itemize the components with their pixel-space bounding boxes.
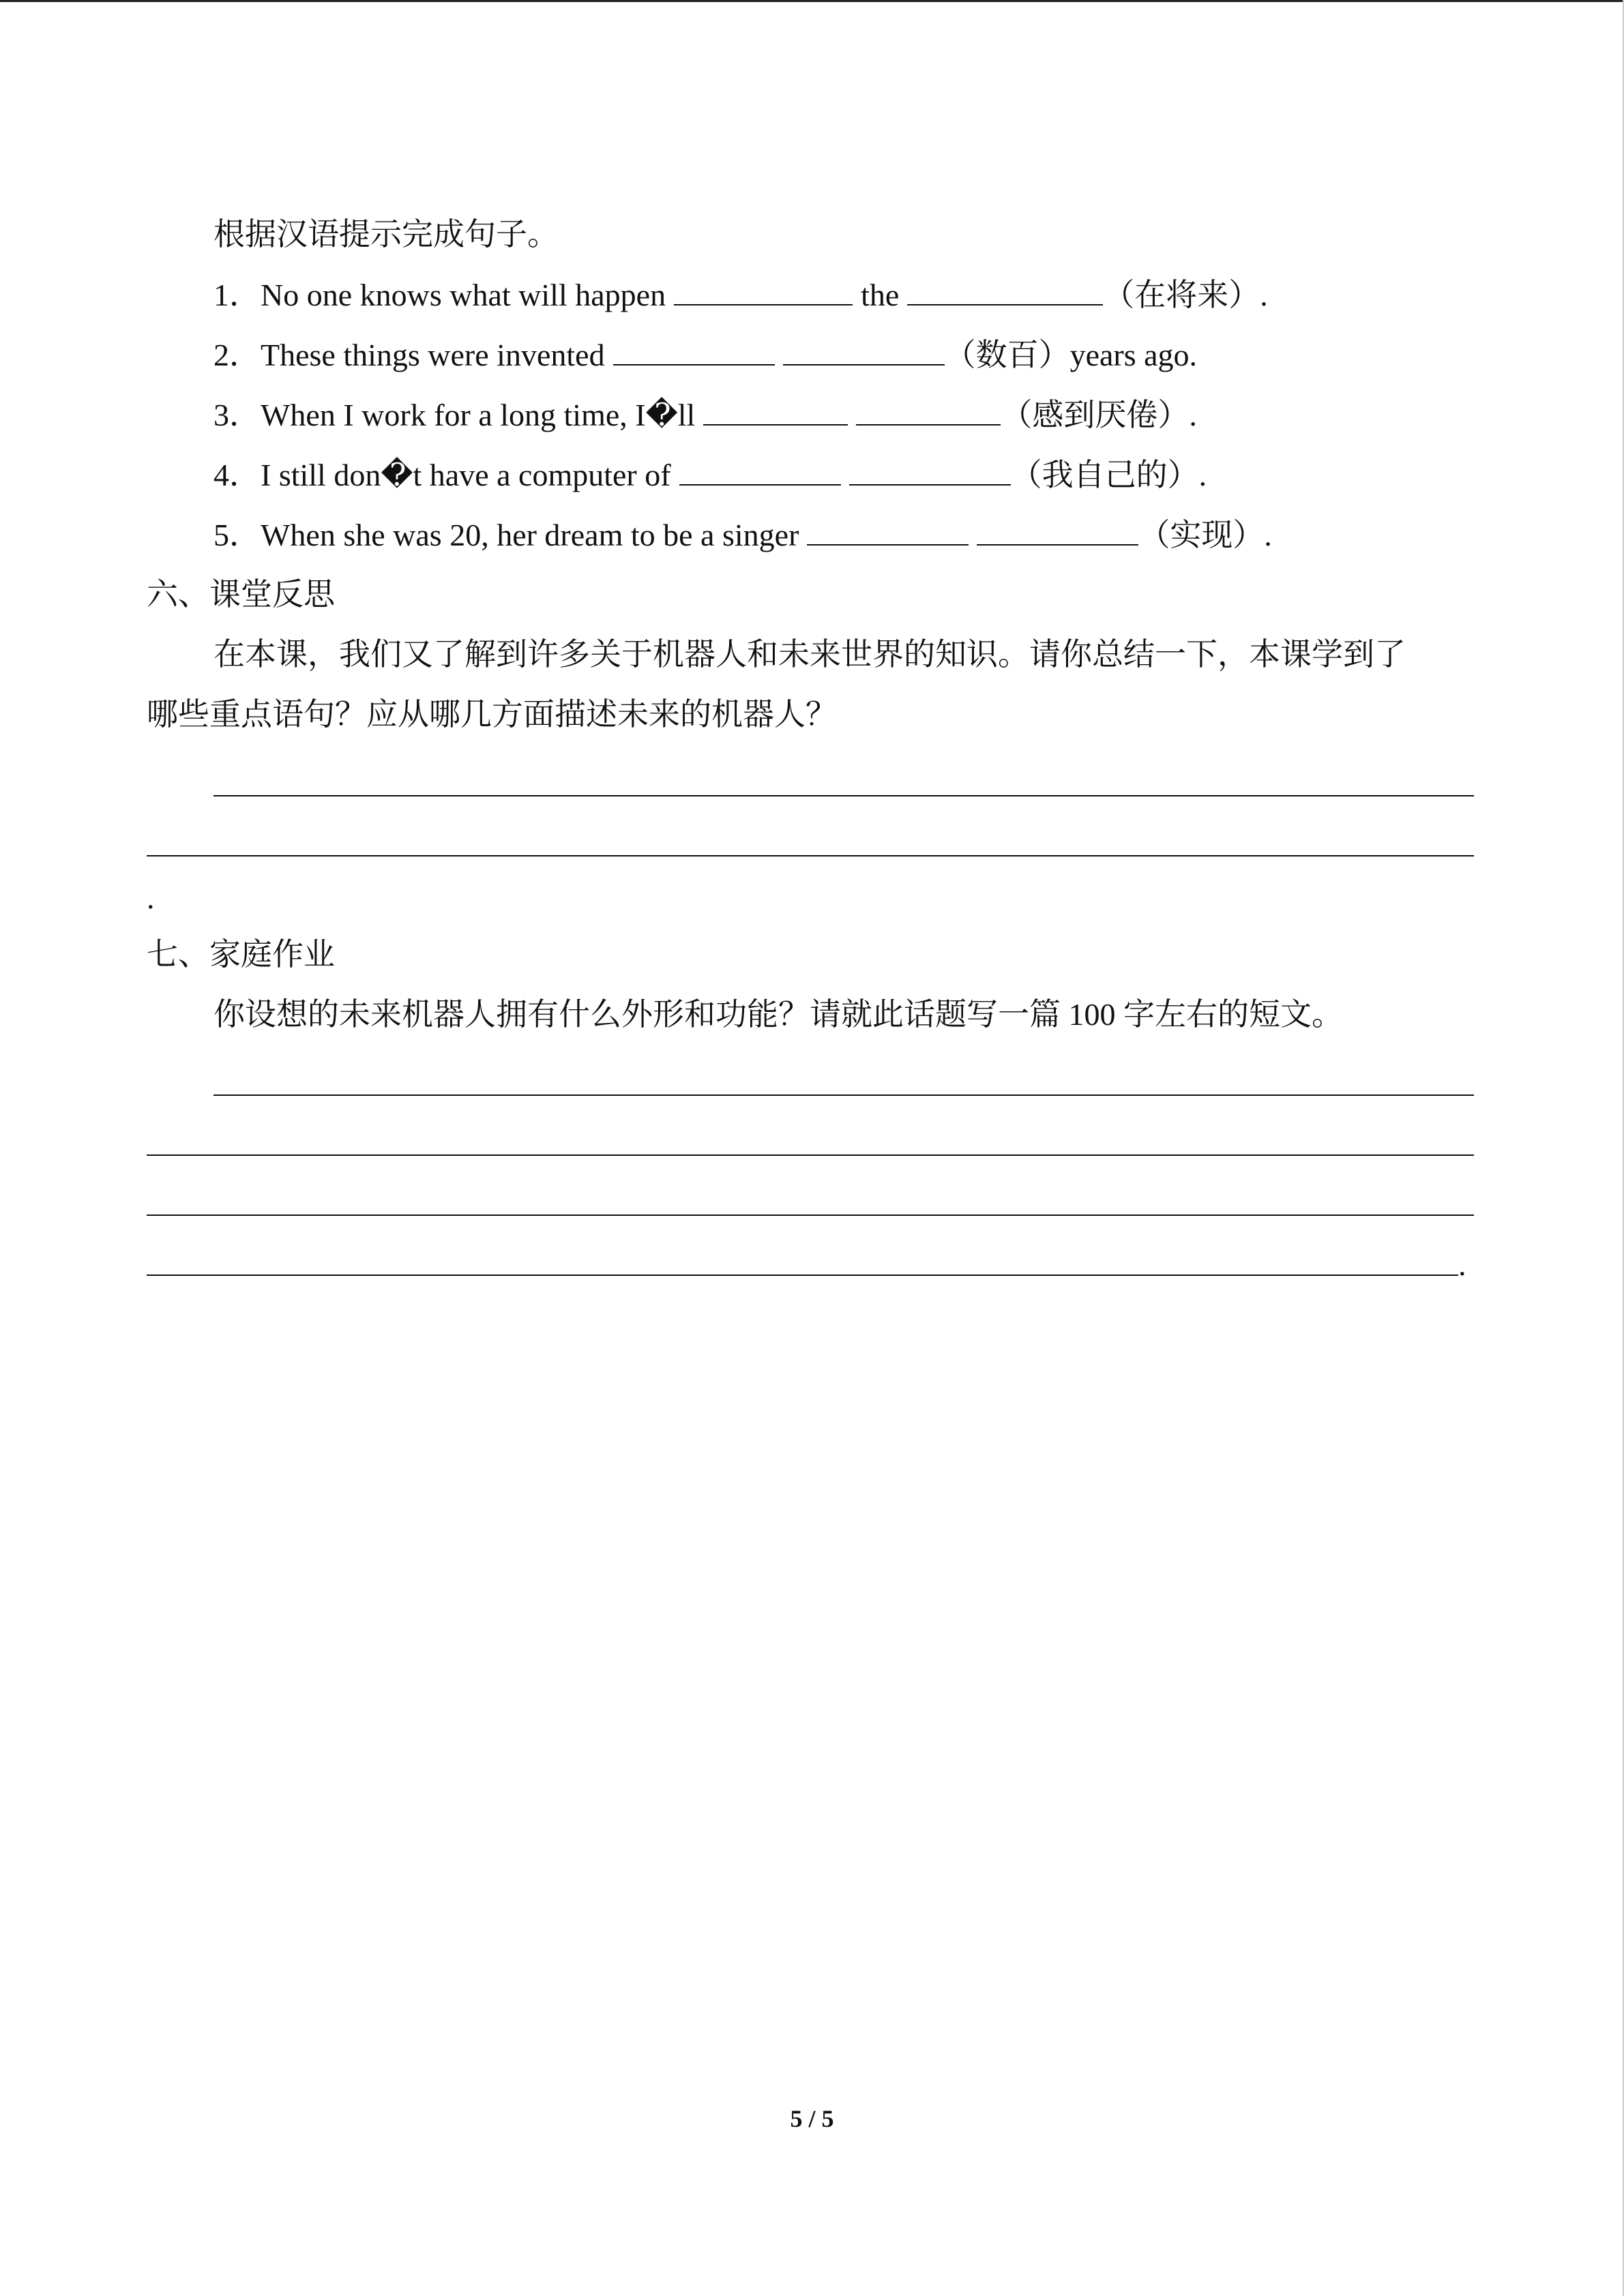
answer-blank[interactable] — [783, 334, 945, 366]
chinese-hint: （数百） — [944, 338, 1070, 372]
question-text: No one knows what will happen — [261, 278, 666, 312]
end-mark: . — [1458, 1247, 1466, 1282]
page-top-border — [0, 0, 1624, 2]
question-text: These things were invented — [261, 338, 605, 372]
question-2 — [213, 334, 1197, 376]
section-6-heading: 六、课堂反思 — [147, 577, 335, 612]
chinese-hint: （实现） — [1138, 518, 1265, 552]
question-1 — [213, 274, 1268, 316]
question-number: 5． — [213, 518, 261, 552]
question-5 — [213, 514, 1272, 556]
chinese-hint: （在将来） — [1103, 278, 1260, 312]
chinese-hint: （我自己的） — [1010, 458, 1199, 492]
question-4 — [213, 454, 1207, 496]
question-3 — [213, 394, 1197, 436]
answer-blank[interactable] — [703, 394, 848, 426]
question-text: When she was 20, her dream to be a singer — [261, 518, 799, 552]
writing-line[interactable] — [147, 1274, 1458, 1276]
question-text: the — [861, 278, 900, 312]
writing-line[interactable] — [147, 855, 1474, 856]
sentence-end: . — [1198, 458, 1207, 492]
answer-blank[interactable] — [613, 334, 775, 366]
question-text: years ago. — [1069, 338, 1198, 372]
section-6-prompt-line-2: 哪些重点语句？应从哪几方面描述未来的机器人？ — [147, 697, 837, 732]
answer-blank[interactable] — [849, 454, 1011, 486]
writing-line[interactable] — [147, 1214, 1474, 1216]
question-number: 2． — [213, 338, 261, 372]
writing-line[interactable] — [147, 1154, 1474, 1156]
question-text: When I work for a long time, I�ll — [261, 398, 696, 432]
end-mark: . — [147, 880, 155, 915]
section-7-prompt: 你设想的未来机器人拥有什么外形和功能？请就此话题写一篇 100 字左右的短文。 — [213, 997, 1343, 1032]
question-number: 3． — [213, 398, 261, 432]
writing-line[interactable] — [213, 795, 1474, 796]
section-7-heading: 七、家庭作业 — [147, 937, 335, 972]
answer-blank[interactable] — [674, 274, 853, 305]
answer-blank[interactable] — [679, 454, 841, 486]
question-text: I still don�t have a computer of — [261, 458, 671, 492]
page-number: 5 / 5 — [790, 2105, 834, 2132]
sentence-end: . — [1260, 278, 1268, 312]
sentence-end: . — [1189, 398, 1197, 432]
question-number: 4． — [213, 458, 261, 492]
question-number: 1． — [213, 278, 261, 312]
answer-blank[interactable] — [907, 274, 1103, 305]
chinese-hint: （感到厌倦） — [1001, 398, 1190, 432]
writing-line[interactable] — [213, 1094, 1474, 1096]
sentence-end: . — [1264, 518, 1272, 552]
instruction-text: 根据汉语提示完成句子。 — [213, 217, 559, 252]
answer-blank[interactable] — [856, 394, 1001, 426]
section-6-prompt-line-1: 在本课，我们又了解到许多关于机器人和未来世界的知识。请你总结一下，本课学到了 — [213, 637, 1406, 672]
answer-blank[interactable] — [807, 514, 969, 546]
answer-blank[interactable] — [977, 514, 1138, 546]
